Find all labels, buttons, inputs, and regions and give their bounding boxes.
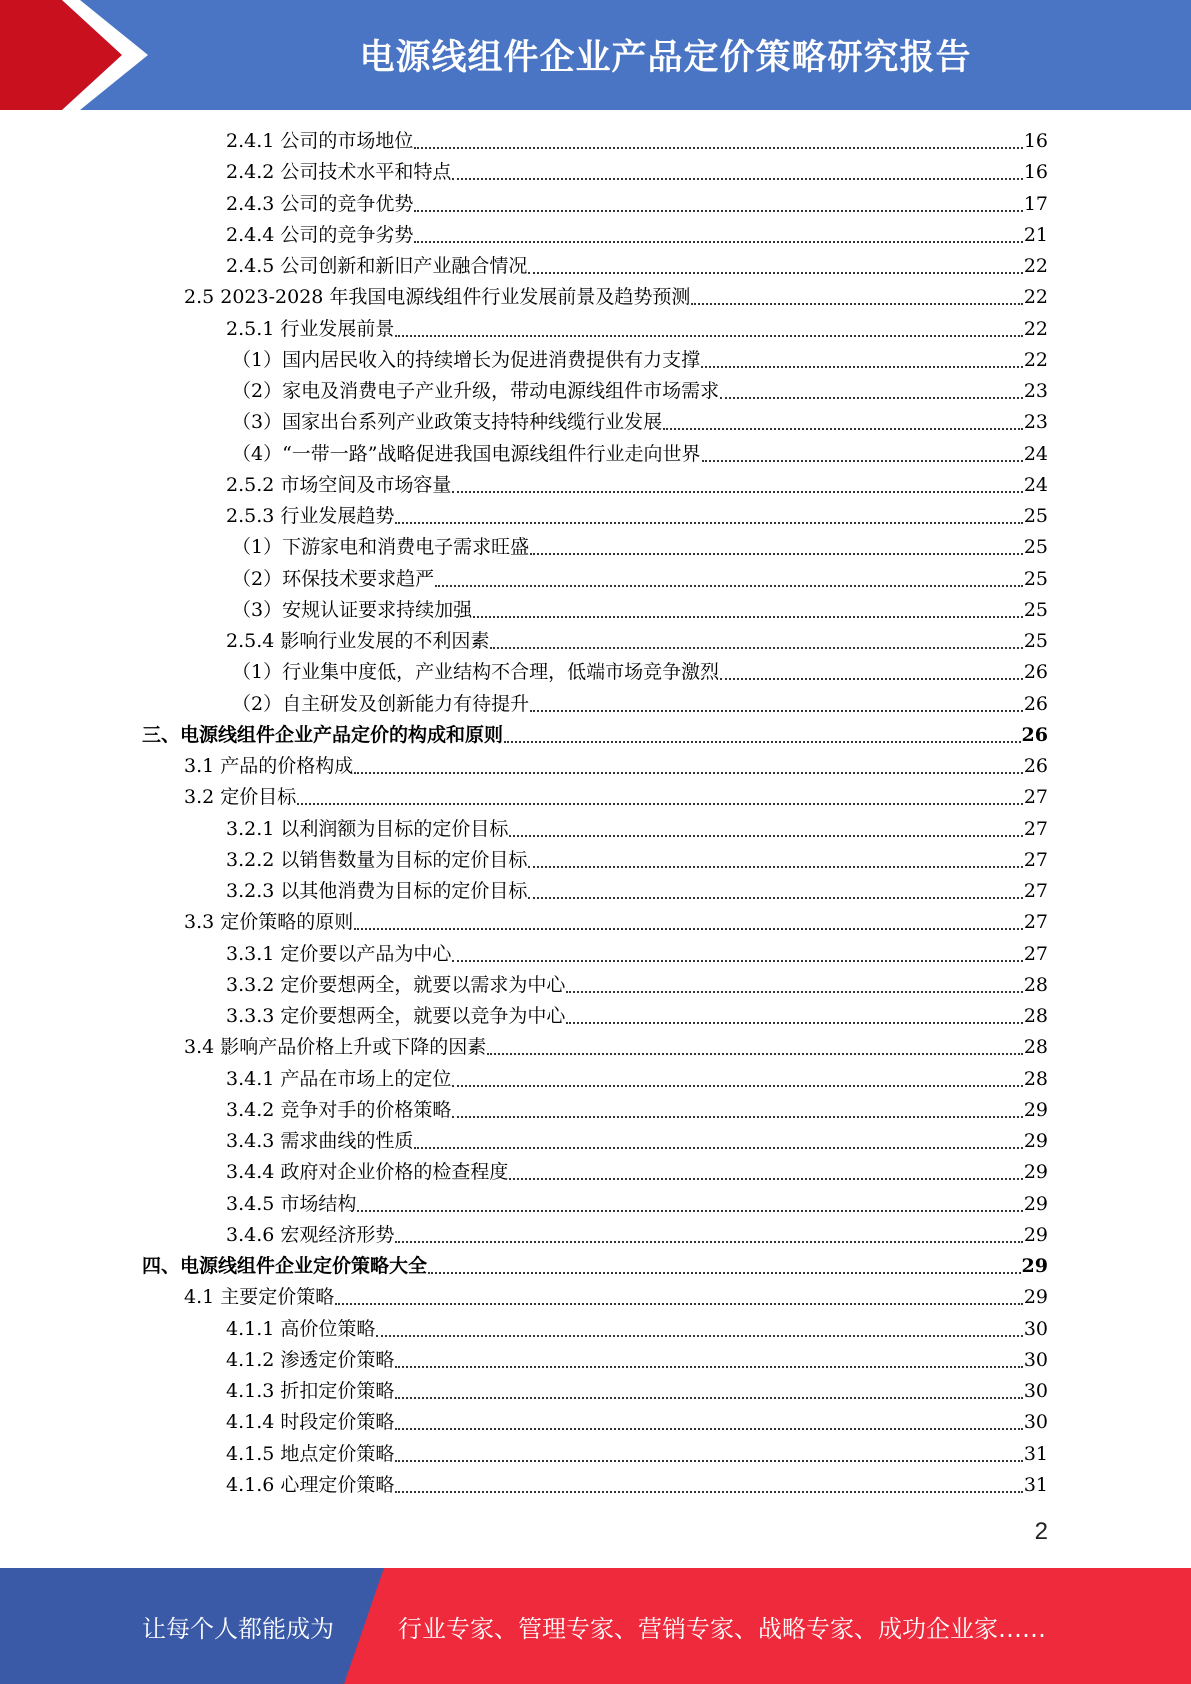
toc-entry[interactable] [232, 345, 1048, 376]
toc-entry-title: 2.4.4 公司的竞争劣势 [226, 223, 414, 246]
toc-dot-leader [354, 771, 1023, 774]
toc-entry-title: （4）“一带一路”战略促进我国电源线组件行业走向世界 [232, 442, 701, 465]
toc-entry[interactable] [226, 1407, 1048, 1438]
toc-entry[interactable] [226, 814, 1048, 845]
toc-entry-page: 16 [1023, 161, 1048, 184]
toc-dot-leader [452, 177, 1022, 180]
toc-dot-leader [490, 646, 1022, 649]
toc-dot-leader [395, 1240, 1022, 1243]
toc-dot-leader [395, 1396, 1022, 1399]
toc-dot-leader [395, 1459, 1022, 1462]
toc-dot-leader [701, 365, 1023, 368]
toc-dot-leader [395, 1427, 1022, 1430]
toc-entry-page: 23 [1023, 411, 1048, 434]
toc-entry-title: 3.2.2 以销售数量为目标的定价目标 [226, 848, 528, 871]
toc-entry-page: 30 [1023, 1348, 1048, 1371]
toc-entry-page: 30 [1023, 1380, 1048, 1402]
toc-dot-leader [452, 490, 1022, 493]
toc-entry-page: 29 [1023, 1161, 1048, 1184]
report-header [0, 0, 1191, 110]
toc-entry-page: 28 [1023, 1005, 1048, 1027]
toc-entry-page: 22 [1023, 348, 1048, 371]
toc-entry-title: 3.4.6 宏观经济形势 [226, 1223, 395, 1246]
page-number: 2 [1034, 1518, 1048, 1545]
toc-entry[interactable] [226, 501, 1048, 532]
toc-entry[interactable] [226, 314, 1048, 345]
toc-entry-title: 3.2 定价目标 [184, 786, 297, 809]
toc-dot-leader [435, 584, 1023, 587]
toc-entry-title: 3.1 产品的价格构成 [184, 755, 354, 777]
toc-entry[interactable] [232, 657, 1048, 688]
toc-dot-leader [528, 271, 1022, 274]
toc-dot-leader [487, 1052, 1023, 1055]
toc-entry-title: （1）行业集中度低，产业结构不合理，低端市场竞争激烈 [232, 661, 720, 684]
toc-entry-title: 2.5.3 行业发展趋势 [226, 505, 395, 527]
toc-dot-leader [395, 1365, 1022, 1368]
toc-entry-title: 3.4 影响产品价格上升或下降的因素 [184, 1036, 487, 1059]
toc-entry[interactable] [226, 1439, 1048, 1470]
report-title: 电源线组件企业产品定价策略研究报告 [359, 38, 972, 78]
toc-entry-title: 3.4.1 产品在市场上的定位 [226, 1067, 452, 1090]
toc-entry[interactable] [184, 782, 1048, 813]
toc-entry-title: 4.1.6 心理定价策略 [226, 1473, 395, 1496]
toc-entry[interactable] [226, 1220, 1048, 1251]
toc-entry-title: （3）安规认证要求持续加强 [232, 598, 473, 621]
toc-dot-leader [509, 1177, 1022, 1180]
toc-dot-leader [702, 459, 1023, 462]
toc-entry[interactable] [226, 626, 1048, 657]
toc-entry[interactable] [226, 970, 1048, 1001]
toc-entry-title: 三、电源线组件企业产品定价的构成和原则 [142, 723, 504, 746]
toc-dot-leader [528, 896, 1022, 899]
toc-dot-leader [414, 209, 1022, 212]
toc-entry[interactable] [142, 1251, 1048, 1282]
toc-entry[interactable] [226, 1001, 1048, 1032]
toc-entry[interactable] [232, 532, 1048, 563]
toc-entry-title: 3.3.1 定价要以产品为中心 [226, 942, 452, 965]
toc-entry-title: 4.1 主要定价策略 [184, 1286, 335, 1309]
toc-dot-leader [357, 1209, 1022, 1212]
toc-entry-page: 22 [1023, 255, 1048, 277]
toc-entry-title: 3.3.3 定价要想两全，就要以竞争为中心 [226, 1005, 566, 1027]
toc-entry-title: 2.4.1 公司的市场地位 [226, 130, 414, 152]
toc-entry-page: 16 [1023, 130, 1048, 152]
toc-entry-page: 25 [1023, 630, 1048, 652]
toc-entry[interactable] [226, 1376, 1048, 1407]
toc-entry-title: 3.3.2 定价要想两全，就要以需求为中心 [226, 973, 566, 996]
toc-entry[interactable] [226, 1189, 1048, 1220]
toc-entry[interactable] [184, 282, 1048, 313]
footer-slogan-right: 行业专家、管理专家、营销专家、战略专家、成功企业家…… [398, 1614, 1046, 1643]
toc-entry-page: 29 [1021, 1255, 1048, 1277]
toc-dot-leader [720, 677, 1023, 680]
toc-entry-title: 2.5.2 市场空间及市场容量 [226, 473, 452, 496]
report-footer [0, 1568, 1191, 1684]
toc-entry-page: 30 [1023, 1411, 1048, 1434]
toc-dot-leader [376, 1334, 1022, 1337]
toc-entry-title: 四、电源线组件企业定价策略大全 [142, 1255, 428, 1277]
toc-entry[interactable] [184, 751, 1048, 782]
toc-entry-page: 28 [1023, 973, 1048, 996]
toc-entry-page: 17 [1023, 192, 1048, 215]
toc-entry-title: 2.4.3 公司的竞争优势 [226, 192, 414, 215]
toc-entry[interactable] [232, 564, 1048, 595]
toc-entry-page: 26 [1021, 723, 1048, 746]
toc-entry[interactable] [226, 876, 1048, 907]
toc-entry-page: 29 [1023, 1286, 1048, 1309]
toc-entry-page: 28 [1023, 1036, 1048, 1059]
toc-entry-title: 4.1.1 高价位策略 [226, 1317, 376, 1340]
toc-entry[interactable] [184, 907, 1048, 938]
toc-entry-page: 29 [1023, 1130, 1048, 1152]
toc-dot-leader [414, 240, 1022, 243]
toc-entry-page: 27 [1023, 817, 1048, 840]
toc-entry-title: 3.4.3 需求曲线的性质 [226, 1130, 414, 1152]
toc-entry[interactable] [184, 1282, 1048, 1313]
toc-entry-title: （1）下游家电和消费电子需求旺盛 [232, 536, 530, 559]
toc-entry-title: 3.4.4 政府对企业价格的检查程度 [226, 1161, 509, 1184]
toc-entry[interactable] [226, 1064, 1048, 1095]
toc-entry-title: 2.5.1 行业发展前景 [226, 317, 395, 340]
toc-entry-page: 26 [1023, 692, 1048, 715]
toc-entry[interactable] [226, 220, 1048, 251]
toc-entry[interactable] [226, 1126, 1048, 1157]
toc-entry[interactable] [226, 157, 1048, 188]
toc-entry-page: 29 [1023, 1192, 1048, 1215]
toc-entry-title: （2）环保技术要求趋严 [232, 567, 435, 590]
toc-entry-title: （3）国家出台系列产业政策支持特种线缆行业发展 [232, 411, 663, 434]
toc-dot-leader [335, 1302, 1023, 1305]
toc-entry-page: 21 [1023, 223, 1048, 246]
toc-entry-page: 27 [1023, 880, 1048, 902]
toc-entry-page: 27 [1023, 911, 1048, 934]
toc-dot-leader [452, 1115, 1022, 1118]
toc-entry-title: （1）国内居民收入的持续增长为促进消费提供有力支撑 [232, 348, 701, 371]
toc-dot-leader [395, 521, 1022, 524]
toc-dot-leader [528, 865, 1022, 868]
toc-entry[interactable] [226, 1345, 1048, 1376]
toc-entry-title: 3.2.1 以利润额为目标的定价目标 [226, 817, 509, 840]
toc-entry[interactable] [226, 1095, 1048, 1126]
toc-entry[interactable] [232, 407, 1048, 438]
toc-entry-page: 31 [1023, 1473, 1048, 1496]
toc-entry[interactable] [226, 189, 1048, 220]
toc-dot-leader [428, 1271, 1021, 1274]
toc-entry-title: 2.5.4 影响行业发展的不利因素 [226, 630, 490, 652]
toc-entry-title: 4.1.5 地点定价策略 [226, 1442, 395, 1465]
toc-entry[interactable] [226, 126, 1048, 157]
toc-entry-page: 24 [1023, 473, 1048, 496]
toc-dot-leader [452, 959, 1022, 962]
toc-entry-title: 2.4.2 公司技术水平和特点 [226, 161, 452, 184]
toc-entry[interactable] [232, 689, 1048, 720]
toc-entry[interactable] [226, 251, 1048, 282]
toc-entry-page: 29 [1023, 1223, 1048, 1246]
toc-entry-title: 4.1.4 时段定价策略 [226, 1411, 395, 1434]
toc-dot-leader [354, 927, 1023, 930]
toc-entry[interactable] [232, 376, 1048, 407]
toc-dot-leader [452, 1084, 1022, 1087]
toc-dot-leader [530, 709, 1023, 712]
toc-entry-page: 29 [1023, 1098, 1048, 1121]
toc-entry-page: 22 [1023, 286, 1048, 309]
toc-entry[interactable] [232, 595, 1048, 626]
toc-entry[interactable] [226, 1157, 1048, 1188]
toc-dot-leader [297, 802, 1023, 805]
toc-entry-page: 25 [1023, 536, 1048, 559]
toc-dot-leader [720, 396, 1023, 399]
toc-entry-page: 25 [1023, 505, 1048, 527]
toc-dot-leader [691, 302, 1022, 305]
toc-dot-leader [566, 990, 1022, 993]
toc-entry-title: 3.3 定价策略的原则 [184, 911, 354, 934]
toc-entry-page: 27 [1023, 942, 1048, 965]
toc-entry[interactable] [226, 845, 1048, 876]
toc-dot-leader [663, 427, 1023, 430]
toc-dot-leader [530, 552, 1023, 555]
toc-entry-title: 3.4.5 市场结构 [226, 1192, 357, 1215]
toc-entry-title: （2）家电及消费电子产业升级，带动电源线组件市场需求 [232, 380, 720, 402]
footer-slogan-left: 让每个人都能成为 [142, 1614, 334, 1643]
toc-entry-title: 3.4.2 竞争对手的价格策略 [226, 1098, 452, 1121]
toc-entry-page: 26 [1023, 755, 1048, 777]
toc-entry-title: 3.2.3 以其他消费为目标的定价目标 [226, 880, 528, 902]
toc-entry-page: 22 [1023, 317, 1048, 340]
toc-dot-leader [395, 334, 1022, 337]
toc-entry-page: 25 [1023, 567, 1048, 590]
toc-entry-page: 30 [1023, 1317, 1048, 1340]
toc-entry[interactable] [226, 470, 1048, 501]
toc-entry-title: （2）自主研发及创新能力有待提升 [232, 692, 530, 715]
toc-entry-title: 2.4.5 公司创新和新旧产业融合情况 [226, 255, 528, 277]
toc-dot-leader [566, 1021, 1022, 1024]
toc-entry-page: 26 [1023, 661, 1048, 684]
toc-entry[interactable] [142, 720, 1048, 751]
toc-dot-leader [414, 1146, 1022, 1149]
toc-entry-page: 27 [1023, 848, 1048, 871]
toc-dot-leader [414, 146, 1022, 149]
toc-entry-title: 4.1.3 折扣定价策略 [226, 1380, 395, 1402]
toc-entry[interactable] [226, 1470, 1048, 1501]
toc-entry[interactable] [184, 1032, 1048, 1063]
toc-dot-leader [504, 740, 1021, 743]
toc-entry-page: 27 [1023, 786, 1048, 809]
toc-entry-page: 24 [1023, 442, 1048, 465]
toc-entry-page: 31 [1023, 1442, 1048, 1465]
toc-entry-page: 23 [1023, 380, 1048, 402]
toc-entry-title: 2.5 2023-2028 年我国电源线组件行业发展前景及趋势预测 [184, 286, 691, 309]
toc-dot-leader [473, 615, 1023, 618]
toc-dot-leader [509, 834, 1022, 837]
toc-entry-title: 4.1.2 渗透定价策略 [226, 1348, 395, 1371]
toc-entry[interactable] [226, 1314, 1048, 1345]
toc-entry[interactable] [226, 939, 1048, 970]
toc-entry-page: 28 [1023, 1067, 1048, 1090]
toc-dot-leader [395, 1490, 1022, 1493]
toc-entry[interactable] [232, 439, 1048, 470]
toc-entry-page: 25 [1023, 598, 1048, 621]
